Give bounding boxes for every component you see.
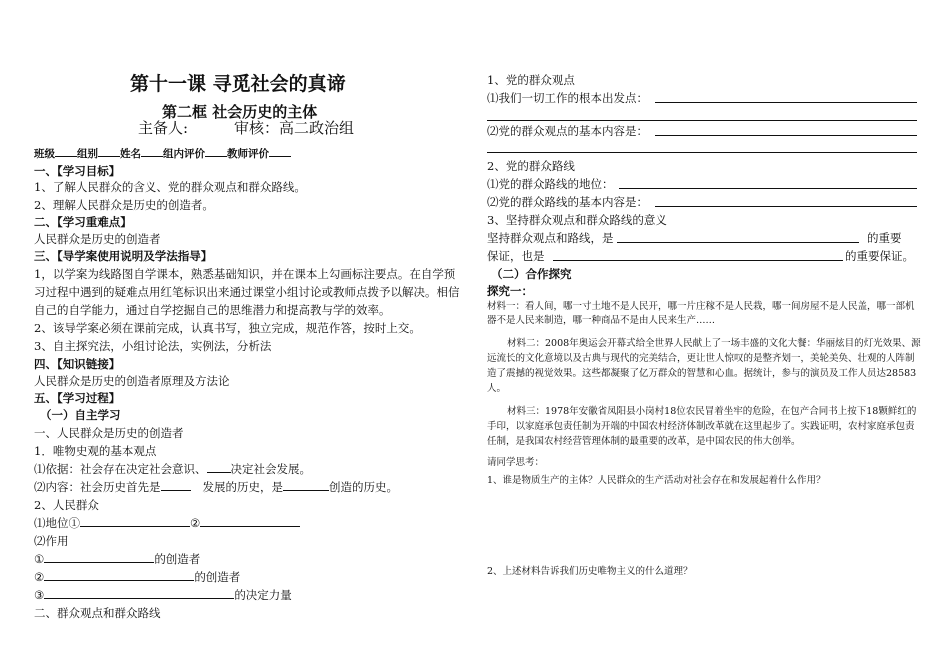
key-point: 人民群众是历史的创造者	[34, 232, 161, 246]
item-masses: 2、人民群众	[34, 498, 99, 512]
blank-field[interactable]	[44, 587, 234, 599]
question-2: 2、上述材料告诉我们历史唯物主义的什么道理？	[487, 566, 693, 577]
basis-line: ⑴依据：社会存在决定社会意识、 决定社会发展。	[34, 462, 311, 476]
section-learning-goals: 一、【学习目标】	[34, 164, 121, 178]
self-study-heading: （一）自主学习	[40, 408, 121, 422]
status-line: ⑴地位① ②	[34, 515, 300, 531]
significance-line-1b: 的重要	[867, 231, 902, 245]
lesson-title: 第十一课 寻觅社会的真谛	[130, 73, 346, 95]
section-guide: 三、【导学案使用说明及学法指导】	[34, 249, 213, 263]
material-3: 材料三：1978年安徽省凤阳县小岗村18位农民冒着坐牢的危险，在包产合同书上按下18颗鲜红的手印，以家庭承包责任制为开端的中国农村经济体制改革就在这里起步了。实践证明，农村家庭承包责任制，是我国农村经营管理体制的最重要的改革，是中国农民的伟大创举。	[487, 406, 917, 447]
reviewed-by: 审核：高二政治组	[234, 119, 355, 137]
section-key-points: 二、【学习重难点】	[34, 215, 132, 229]
party-mass-viewpoint: 1、党的群众观点	[487, 73, 575, 87]
answer-line[interactable]	[617, 242, 859, 243]
cooperative-heading: （二）合作探究	[491, 267, 572, 281]
viewpoint-content-label: ⑵党的群众观点的基本内容是：	[487, 124, 648, 138]
guide-3: 3、自主探究法，小组讨论法，实例法，分析法	[34, 339, 272, 353]
lesson-subtitle: 第二框 社会历史的主体	[162, 103, 318, 121]
guide-1: 1，以学案为线路图自学课本，熟悉基础知识，并在课本上勾画标注要点。在自学预习过程中遇到的疑难点用红笔标识出来通过课堂小组讨论或教师点拨予以解决。相信自己的自学能力，通过自学挖掘自己的思维潜力和提高教与学的效率。	[34, 267, 460, 317]
section-knowledge-link: 四、【知识链接】	[34, 357, 121, 371]
student-info-row: 班级 组别 姓名 组内评价 教师评价	[34, 145, 291, 162]
party-mass-line: 2、党的群众路线	[487, 159, 575, 173]
goal-1: 1、了解人民群众的含义、党的群众观点和群众路线。	[34, 180, 306, 194]
mass-line-status-label: ⑴党的群众路线的地位：	[487, 177, 614, 191]
starting-point-label: ⑴我们一切工作的根本出发点：	[487, 91, 648, 105]
role-3: ③ 的决定力量	[34, 588, 292, 602]
prepared-by: 主备人:	[138, 119, 189, 137]
significance-line-1a: 坚持群众观点和路线，是	[487, 231, 614, 245]
answer-line[interactable]	[487, 120, 917, 121]
mass-line-content-label: ⑵党的群众路线的基本内容是：	[487, 195, 648, 209]
blank-field[interactable]	[44, 551, 154, 563]
blank-field[interactable]	[80, 515, 190, 527]
material-1: 材料一：看人间，哪一寸土地不是人民开，哪一片庄稼不是人民栽，哪一间房屋不是人民盖，哪一部机器不是人民来制造，哪一种商品不是由人民来生产……	[487, 301, 915, 326]
blank-field[interactable]	[207, 461, 231, 473]
item-mass-viewpoint: 二、群众观点和群众路线	[34, 606, 161, 620]
answer-line[interactable]	[655, 206, 917, 207]
section-learning-process: 五、【学习过程】	[34, 391, 121, 405]
knowledge-link: 人民群众是历史的创造者原理及方法论	[34, 374, 230, 388]
guide-2: 2、该导学案必须在课前完成，认真书写，独立完成，规范作答，按时上交。	[34, 321, 421, 335]
significance-line-2b: 的重要保证。	[845, 249, 914, 263]
blank-field[interactable]	[161, 479, 191, 491]
answer-line[interactable]	[619, 188, 917, 189]
goal-2: 2、理解人民群众是历史的创造者。	[34, 198, 214, 212]
significance-line-2a: 保证，也是	[487, 249, 545, 263]
think-prompt: 请同学思考：	[487, 457, 545, 468]
content-line: ⑵内容：社会历史首先是 发展的历史，是 创造的历史。	[34, 480, 398, 494]
material-2: 材料二：2008年奥运会开幕式给全世界人民献上了一场丰盛的文化大餐：华丽炫目的灯光效果、源远流长的文化意境以及古典与现代的完美结合，更让世人惊叹的是整齐划一，美轮美奂、壮观的人阵制造了震撼的视觉效果。这些都凝聚了亿万群众的智慧和心血。据统计，参与的演员及工作人员达28583人。	[487, 338, 921, 394]
answer-line[interactable]	[487, 152, 917, 153]
blank-field[interactable]	[283, 479, 329, 491]
role-1: ① 的创造者	[34, 552, 201, 566]
answer-line[interactable]	[655, 102, 917, 103]
role-heading: ⑵作用	[34, 534, 69, 548]
item-materialism: 1．唯物史观的基本观点	[34, 444, 157, 458]
item-masses-creators: 一、人民群众是历史的创造者	[34, 426, 184, 440]
explore-one: 探究一：	[487, 284, 533, 298]
answer-line[interactable]	[553, 260, 843, 261]
question-1: 1、谁是物质生产的主体？人民群众的生产活动对社会存在和发展起着什么作用？	[487, 475, 826, 486]
significance-heading: 3、坚持群众观点和群众路线的意义	[487, 213, 667, 227]
answer-line[interactable]	[655, 135, 917, 136]
role-2: ② 的创造者	[34, 570, 241, 584]
blank-field[interactable]	[200, 515, 300, 527]
blank-field[interactable]	[44, 569, 194, 581]
